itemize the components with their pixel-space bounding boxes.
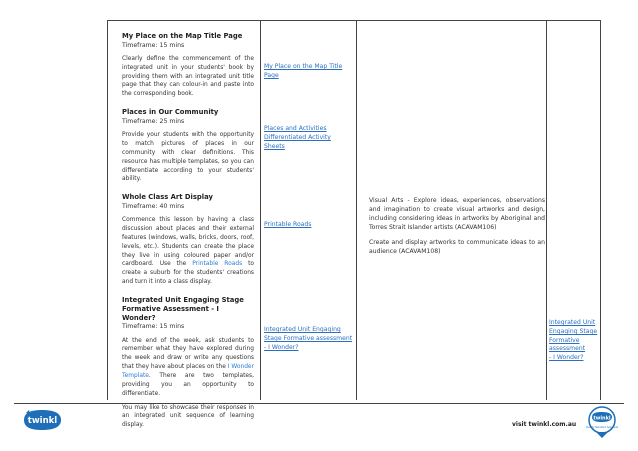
activity-timeframe: Timeframe: 15 mins (122, 323, 185, 331)
resource-link-line[interactable]: Stage Formative assessment (264, 334, 353, 342)
activity-title: Places in Our Community (122, 108, 219, 117)
description-text: . There are two templates, providing you an opportunity to differentiate. (122, 372, 254, 397)
resource-link-i-wonder[interactable] (264, 326, 354, 352)
footer-divider (14, 403, 624, 404)
resource-link-printable-roads[interactable] (264, 221, 354, 230)
activity-block (122, 32, 254, 99)
assessment-link-line[interactable]: - I Wonder? (549, 354, 584, 362)
activity-timeframe: Timeframe: 40 mins (122, 203, 185, 211)
resource-link-line[interactable]: Places and Activities (264, 125, 327, 132)
resource-link-line[interactable]: - I Wonder? (264, 343, 299, 351)
activity-description (122, 55, 254, 99)
resources-column (261, 21, 356, 400)
assessment-link[interactable] (549, 319, 597, 363)
description-text: Commence this lesson by having a class discussion about places and their external features (windows, walls, bricks, doors, roof, levels, etc.). Students can create the place they live in using coloured paper and/or cardboard. Use the (122, 217, 254, 268)
resource-link-title-page[interactable] (264, 63, 354, 81)
inline-resource-link[interactable]: Printable Roads (192, 261, 243, 268)
activity-description (122, 404, 254, 431)
resource-link-line[interactable]: Differentiated Activity (264, 133, 331, 141)
activity-block (122, 193, 254, 287)
resource-link-line[interactable]: Integrated Unit Engaging (264, 326, 341, 333)
description-text: At the end of the week, ask students to remember what they have explored during the week and draw or write any questions that they have about places on the (122, 337, 254, 371)
resource-link-line[interactable]: My Place on the Map Title Page (264, 63, 343, 79)
inline-resource-link[interactable]: I Wonder Template (122, 364, 254, 379)
twinkl-logo-text: twinkl (27, 416, 58, 426)
curriculum-outcome: Create and display artworks to communicate ideas to an audience (ACAVAM108) (369, 238, 545, 255)
description-text: Clearly define the commencement of the integrated unit in your students' book by providing them with an integrated unit title page that they can colour-in and paste into the corresponding book. (122, 55, 254, 98)
badge-caption: Quality Standard Approved (585, 426, 619, 429)
curriculum-outcome: Visual Arts - Explore ideas, experiences, observations and imagination to create visual artworks and design, including considering ideas in artworks by Aboriginal and Torres Strait Islander artists (ACAVAM106) (369, 197, 545, 232)
description-text: Provide your students with the opportunity to match pictures of places in our community with clear definitions. This resource has multiple templates, so you can differentiate according to your students' ability. (122, 132, 254, 183)
assessment-column (546, 21, 601, 400)
twinkl-logo (20, 408, 64, 432)
quality-badge-logo (587, 405, 617, 439)
description-text: to create a suburb for the students' creations and turn it into a class display. (122, 261, 254, 286)
assessment-link-line[interactable]: Integrated Unit (549, 319, 596, 326)
resource-link-places-activities[interactable] (264, 125, 354, 151)
footer-url[interactable]: visit twinkl.com.au (512, 421, 577, 428)
activity-title: My Place on the Map Title Page (122, 32, 243, 40)
activity-title: Integrated Unit Engaging Stage Formative Assessment - I Wonder? (122, 296, 244, 322)
badge-logo-text: twinkl (593, 415, 611, 422)
activity-block (122, 108, 254, 184)
activity-timeframe: Timeframe: 25 mins (122, 118, 185, 126)
activity-description (122, 337, 254, 399)
assessment-link-line[interactable]: Engaging Stage (549, 327, 598, 335)
activity-description (122, 216, 254, 287)
activity-timeframe: Timeframe: 15 mins (122, 41, 185, 49)
activity-title: Whole Class Art Display (122, 193, 213, 202)
activities-column (108, 21, 260, 429)
resource-link-line[interactable]: Printable Roads (264, 221, 312, 228)
activity-block (122, 296, 254, 430)
column-divider (356, 21, 357, 400)
curriculum-links (369, 196, 545, 256)
activity-description (122, 131, 254, 184)
assessment-link-line[interactable]: Formative (549, 336, 580, 344)
resource-link-line[interactable]: Sheets (264, 142, 285, 150)
assessment-link-line[interactable]: assessment (549, 345, 586, 353)
description-text: You may like to showcase their responses in an integrated unit sequence of learning display. (122, 404, 254, 429)
